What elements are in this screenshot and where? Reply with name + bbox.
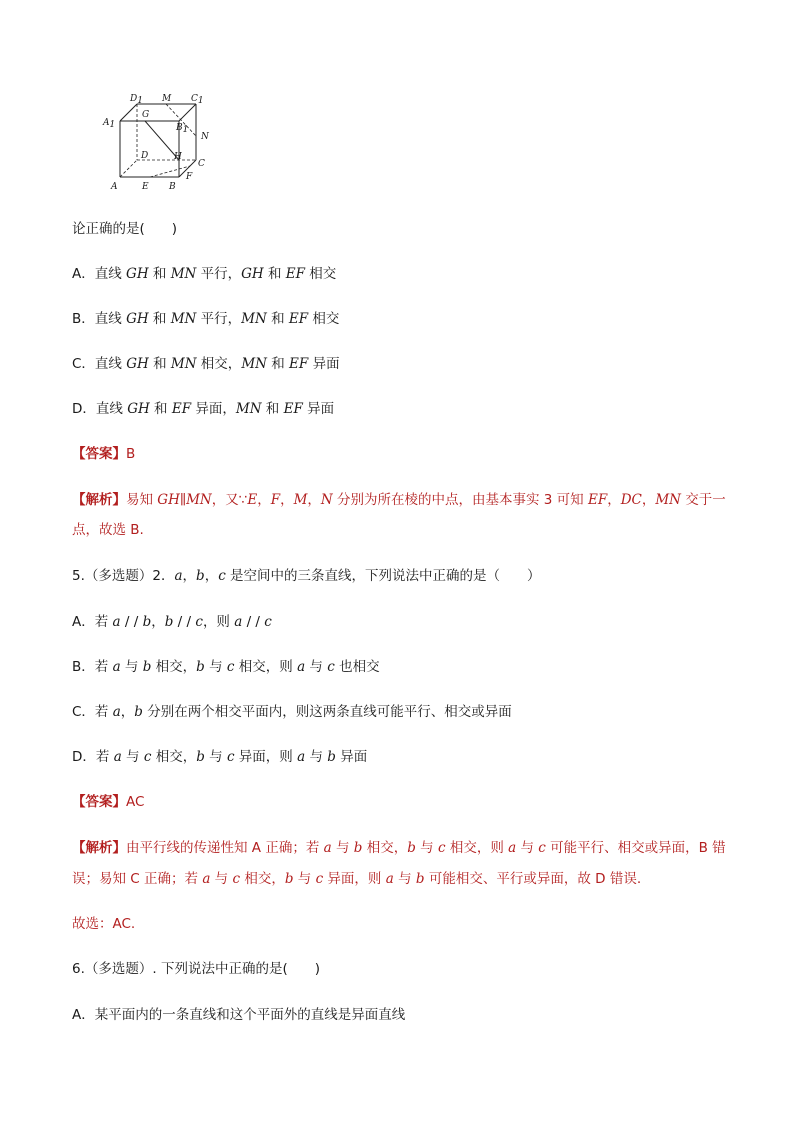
label-A: A [111,182,118,192]
q4-stem: 论正确的是( ) [72,221,178,237]
cube-figure [100,92,220,202]
label-D: D [141,151,149,161]
edge-AD [120,160,137,177]
label-N: N [201,132,209,142]
q4-analysis-line-2: 点，故选 B. [72,522,144,538]
q5-option-c: C．若 a，b 分别在两个相交平面内，则这两条直线可能平行、相交或异面 [72,704,512,720]
q5-option-a: A．若 a / / b，b / / c，则 a / / c [72,614,272,630]
label-G: G [142,110,150,120]
q5-analysis-line-1: 【解析】由平行线的传递性知 A 正确；若 a 与 b 相交，b 与 c 相交，则 a 与 c 可能平行、相交或异面，B 错 [72,840,726,856]
label-E: E [142,182,149,192]
label-F: F [186,172,193,182]
answer-value: B [126,446,136,462]
answer-label: 【答案】 [72,794,126,810]
q5-analysis-line-2: 误；易知 C 正确；若 a 与 c 相交，b 与 c 异面，则 a 与 b 可能相交、平行或异面，故 D 错误. [72,871,642,887]
label-C1: C1 [191,94,204,106]
label-H: H [174,152,182,162]
answer-value: AC [126,794,145,810]
q4-analysis-line-1: 【解析】易知 GH∥MN，又∵E，F，M，N 分别为所在棱的中点，由基本事实 3 可知 EF，DC，MN 交于一 [72,492,726,508]
q5-stem: 5.（多选题）2．a，b，c 是空间中的三条直线，下列说法中正确的是（ ） [72,568,541,584]
q5-conclusion: 故选：AC. [72,916,136,932]
cube-diagram [100,92,220,202]
q5-answer [72,792,144,812]
q6-stem: 6.（多选题）. 下列说法中正确的是( ) [72,961,320,977]
q4-option-b: B．直线 GH 和 MN 平行，MN 和 EF 相交 [72,311,340,327]
analysis-label: 【解析】 [72,492,126,508]
label-A1: A1 [103,118,116,130]
label-M: M [162,94,172,104]
q4-option-a: A．直线 GH 和 MN 平行，GH 和 EF 相交 [72,266,337,282]
q5-option-d: D．若 a 与 c 相交，b 与 c 异面，则 a 与 b 异面 [72,749,368,765]
q4-option-c: C．直线 GH 和 MN 相交，MN 和 EF 异面 [72,356,340,372]
label-B: B [169,182,176,192]
label-C: C [198,159,205,169]
q4-answer [72,444,135,464]
q5-option-b: B．若 a 与 b 相交，b 与 c 相交，则 a 与 c 也相交 [72,659,380,675]
answer-label: 【答案】 [72,446,126,462]
edge-A1D1 [120,104,137,121]
edge-B1C1 [179,104,196,121]
q4-option-d: D．直线 GH 和 EF 异面，MN 和 EF 异面 [72,401,335,417]
q6-option-a: A．某平面内的一条直线和这个平面外的直线是异面直线 [72,1007,406,1023]
label-B1: B1 [176,123,189,135]
analysis-label: 【解析】 [72,840,126,856]
label-D1: D1 [130,94,143,106]
